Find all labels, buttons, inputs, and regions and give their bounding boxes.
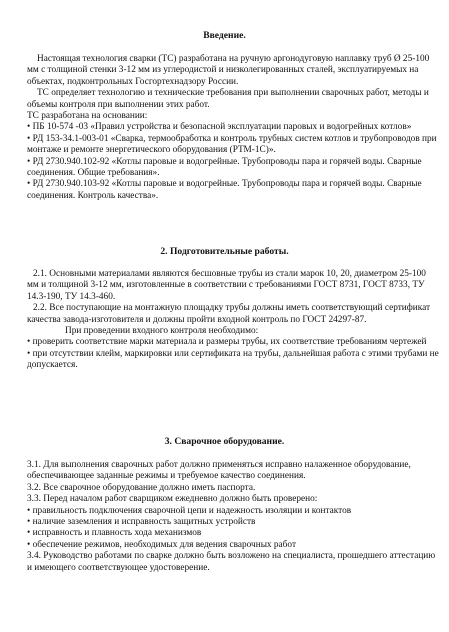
basis-list-item: • ПБ 10-574 -03 «Правил устройства и безопасной эксплуатации паровых и водогрейных котлов» [27, 122, 412, 133]
passport-paragraph: 3.2. Все сварочное оборудование должно иметь паспорта. [27, 482, 256, 493]
daily-check-paragraph: 3.3. Перед началом работ сварщиком ежедневно должно быть проверено: [27, 494, 318, 505]
check-list-item: • наличие заземления и исправность защитных устройств [27, 517, 256, 528]
input-control-paragraph: При проведении входного контроля необходимо: [65, 326, 259, 337]
section-2-body [27, 269, 439, 372]
supervision-paragraph: 3.4. Руководство работами по сварке должно быть возложено на специалиста, прошедшего аттестацию и имеющего соответствующее удостоверение. [27, 551, 436, 573]
equipment-paragraph: 3.1. Для выполнения сварочных работ должно применяться исправно налаженное оборудование, обеспечивающее заданные режимы и требуемое качество соединения. [27, 460, 411, 482]
section-3-body [27, 460, 439, 574]
basis-list-item: • РД 153-34.1-003-01 «Сварка, термообработка и контроль трубных систем котлов и трубопроводов при монтаже и ремонте энергетического оборудования (РТМ-1С)». [27, 133, 437, 156]
certificate-paragraph: 2.2. Все поступающие на монтажную площадку трубы должны иметь соответствующий сертификат качества завода-изготовителя и должны пройти входной контроль по ГОСТ 24297-87. [27, 303, 431, 325]
basis-list-item: • РД 2730.940.102-92 «Котлы паровые и водогрейные. Трубопроводы пара и горячей воды. Сварные соединения. Общие требования». [27, 156, 422, 179]
scope-paragraph: ТС определяет технологию и технические требования при выполнении сварочных работ, методы и объемы контроля при выполнении этих работ. [27, 88, 429, 110]
section-2-title: 2. Подготовительные работы. [160, 246, 289, 257]
section-1-title: Введение. [203, 30, 246, 41]
intro-paragraph: Настоящая технология сварки (ТС) разработана на ручную аргонодуговую наплавку труб Ø 25-100 мм с толщиной стенки 3-12 мм из углеродистой и низколегированных сталей, эксплуатируемых на объектах, подконтрольных Госгортехнадзору России. [27, 54, 430, 87]
basis-paragraph: ТС разработана на основании: [27, 111, 148, 122]
check-list-item: • правильность подключения сварочной цепи и надежность изоляции и контактов [27, 505, 352, 516]
materials-paragraph: 2.1. Основными материалами являются бесшовные трубы из стали марок 10, 20, диаметром 25-100 мм и толщиной 3-12 мм, изготовленные в соответствии с требованиями ГОСТ 8731, ГОСТ 8733, ТУ 14.3-190, ТУ 14.3-460. [27, 269, 426, 302]
section-3-title: 3. Сварочное оборудование. [164, 436, 285, 447]
control-list-item: • при отсутствии клейм, маркировки или сертификата на трубы, дальнейшая работа с этими трубами не допускается. [27, 348, 439, 371]
check-list-item: • исправность и плавность хода механизмов [27, 528, 202, 539]
check-list-item: • обеспечение режимов, необходимых для ведения сварочных работ [27, 539, 297, 550]
control-list-item: • проверить соответствие марки материала и размеры трубы, их соответствие требованиям чертежей [27, 337, 427, 348]
basis-list-item: • РД 2730.940.103-92 «Котлы паровые и водогрейные. Трубопроводы пара и горячей воды. Сварные соединения. Контроль качества». [27, 179, 422, 201]
section-1-body [27, 54, 439, 202]
